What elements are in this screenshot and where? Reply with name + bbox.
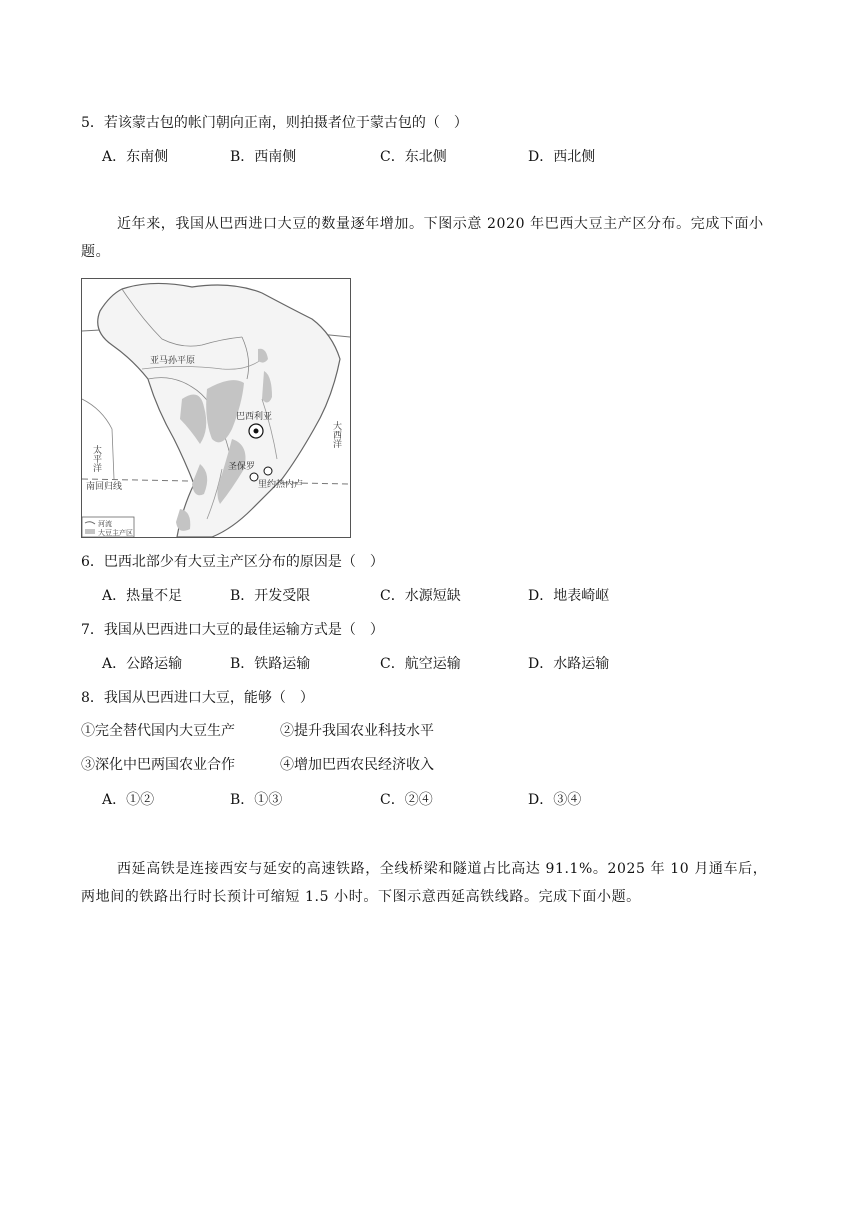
q7-option-c[interactable]: C．航空运输 xyxy=(380,656,461,672)
question-6-stem: 6．巴西北部少有大豆主产区分布的原因是（ ） xyxy=(81,554,384,570)
label-brasilia: 巴西利亚 xyxy=(236,412,273,422)
q8-statement-1: ①完全替代国内大豆生产 xyxy=(81,723,235,739)
rio-marker xyxy=(264,467,272,475)
q7-option-b[interactable]: B．铁路运输 xyxy=(230,656,311,672)
q8-statement-2: ②提升我国农业科技水平 xyxy=(280,723,434,739)
q6-option-b[interactable]: B．开发受限 xyxy=(230,588,311,604)
q8-statement-4: ④增加巴西农民经济收入 xyxy=(280,757,434,773)
q8-option-b[interactable]: B．①③ xyxy=(230,792,283,808)
question-8-stem: 8．我国从巴西进口大豆，能够（ ） xyxy=(81,690,314,706)
map-legend xyxy=(82,517,134,537)
label-amazon: 亚马孙平原 xyxy=(150,356,196,366)
q5-option-a[interactable]: A．东南侧 xyxy=(102,149,169,165)
label-tropic: 南回归线 xyxy=(86,482,123,492)
question-5-stem: 5．若该蒙古包的帐门朝向正南，则拍摄者位于蒙古包的（ ） xyxy=(81,115,468,131)
q5-option-b[interactable]: B．西南侧 xyxy=(230,149,297,165)
sao-paulo-marker xyxy=(250,473,258,481)
q8-option-c[interactable]: C．②④ xyxy=(380,792,433,808)
label-pacific: 太平洋 xyxy=(91,445,101,472)
q7-option-d[interactable]: D．水路运输 xyxy=(528,656,610,672)
q8-option-a[interactable]: A．①② xyxy=(102,792,155,808)
label-sao-paulo: 圣保罗 xyxy=(228,462,256,472)
q8-statement-3: ③深化中巴两国农业合作 xyxy=(81,757,235,773)
q5-option-d[interactable]: D．西北侧 xyxy=(528,149,596,165)
q5-option-c[interactable]: C．东北侧 xyxy=(380,149,447,165)
q6-option-c[interactable]: C．水源短缺 xyxy=(380,588,461,604)
passage-xiyan-railway: 西延高铁是连接西安与延安的高速铁路，全线桥梁和隧道占比高达 91.1%。2025 年 10 月通车后，两地间的铁路出行时长预计可缩短 1.5 小时。下图示意西延高铁线路。完成下面小题。 xyxy=(81,861,768,905)
q8-option-d[interactable]: D．③④ xyxy=(528,792,582,808)
q6-option-d[interactable]: D．地表崎岖 xyxy=(528,588,610,604)
legend-river-label: 河流 xyxy=(98,520,112,528)
question-7-stem: 7．我国从巴西进口大豆的最佳运输方式是（ ） xyxy=(81,622,384,638)
legend-soy-label: 大豆主产区 xyxy=(98,529,133,537)
label-rio: 里约热内卢 xyxy=(258,480,304,490)
passage-brazil-soybean: 近年来，我国从巴西进口大豆的数量逐年增加。下图示意 2020 年巴西大豆主产区分布。完成下面小题。 xyxy=(81,216,764,260)
label-atlantic: 大西洋 xyxy=(331,421,341,448)
soy-legend-icon xyxy=(85,529,95,534)
q7-option-a[interactable]: A．公路运输 xyxy=(102,656,183,672)
map-graphic xyxy=(82,279,350,537)
brazil-soybean-map xyxy=(81,278,351,538)
q6-option-a[interactable]: A．热量不足 xyxy=(102,588,183,604)
